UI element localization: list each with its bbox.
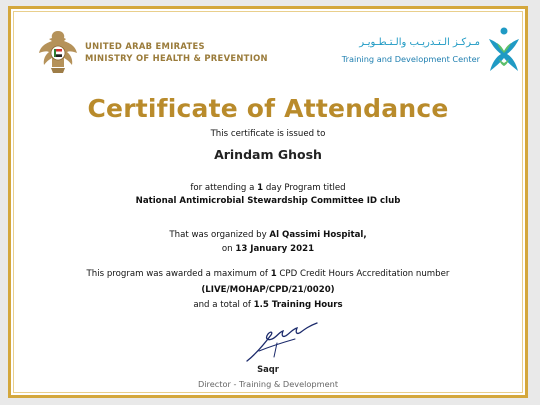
program-date: 13 January 2021 [235,244,315,254]
signature-icon [237,317,327,367]
organizer-line [11,230,525,240]
award-prefix: This program was awarded a maximum of [86,269,268,279]
signatory-name: Saqr [257,364,279,374]
certificate [8,6,528,398]
training-center-logo-icon [485,25,523,75]
date-line [11,244,525,254]
program-suffix: day Program titled [265,183,346,193]
cpd-hours: 1 [270,269,277,279]
signatory-role: Director - Training & Development [197,379,339,389]
award-suffix: CPD Credit Hours Accreditation number [279,269,450,279]
organizer-name: Al Qassimi Hospital, [269,230,367,240]
cpd-award-line [11,269,525,279]
date-prefix: on [221,244,233,254]
total-prefix: and a total of [193,300,251,310]
ministry-header [37,27,277,77]
training-center-arabic-name: مـركـز الـتـدريـب والـتـطـويـر [359,37,480,48]
ministry-line-country: UNITED ARAB EMIRATES [85,41,205,51]
program-days: 1 [257,183,264,193]
organized-prefix: That was organized by [169,230,267,240]
accreditation-number: (LIVE/MOHAP/CPD/21/0020) [201,285,335,295]
training-center-english-name: Training and Development Center [341,54,480,64]
ministry-name [85,40,268,64]
program-line [11,183,525,193]
program-title: National Antimicrobial Stewardship Committee ID club [135,196,401,206]
training-hours-line [11,300,525,310]
recipient-name: Arindam Ghosh [214,147,322,162]
ministry-line-ministry: MINISTRY OF HEALTH & PREVENTION [85,53,268,63]
issued-to-line: This certificate is issued to [210,129,326,139]
uae-emblem-icon [37,27,79,75]
program-prefix: for attending a [190,183,255,193]
total-training-hours: 1.5 Training Hours [253,300,343,310]
certificate-title: Certificate of Attendance [87,94,449,123]
training-center-header [305,23,525,83]
